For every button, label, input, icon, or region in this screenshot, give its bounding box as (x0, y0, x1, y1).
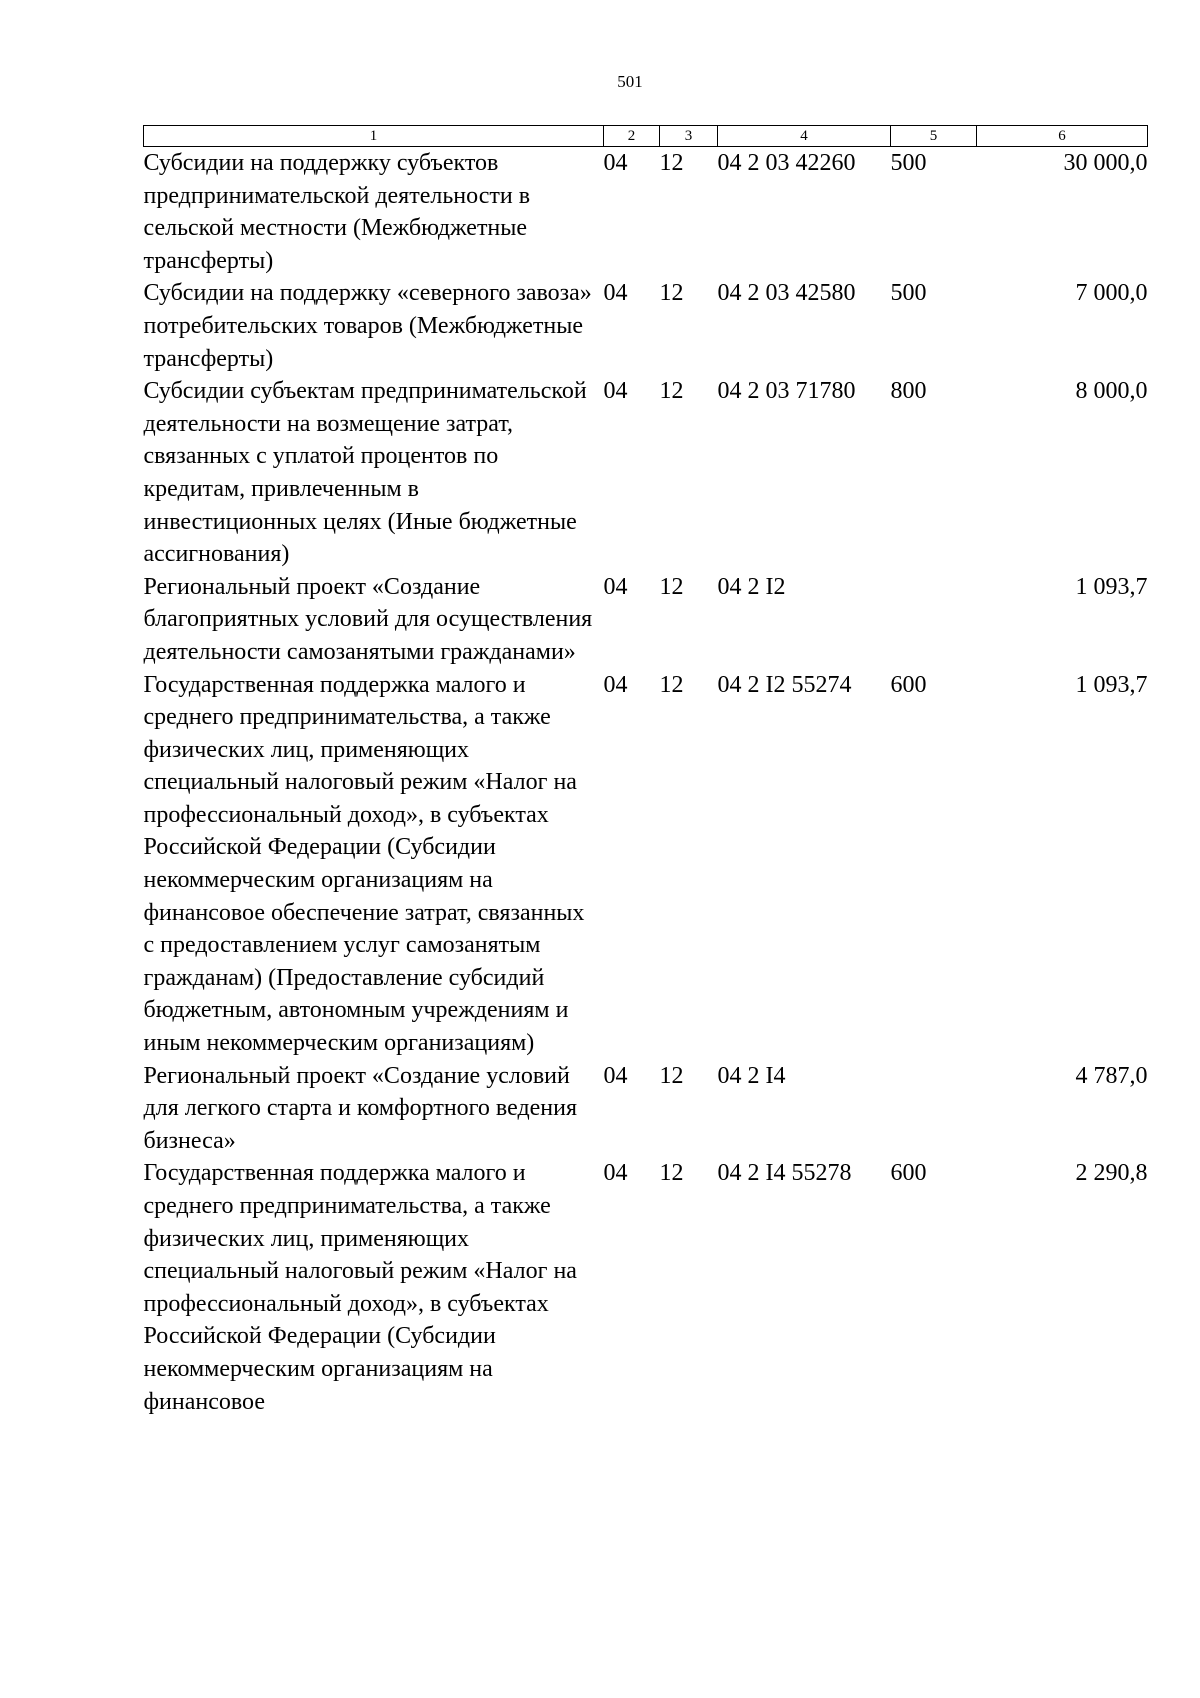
row-target: 04 2 I4 (717, 1062, 786, 1089)
row-expense-type: 600 (890, 671, 927, 698)
row-expense-type: 600 (890, 1160, 927, 1187)
row-amount: 7 000,0 (1075, 280, 1148, 307)
row-name: Региональный проект «Создание условий для легкого старта и комфортного ведения бизнеса» (143, 1062, 578, 1154)
row-amount: 1 093,7 (1075, 573, 1148, 600)
budget-table (143, 125, 1148, 1418)
row-section: 04 (603, 1160, 628, 1187)
table-body (144, 147, 1148, 1419)
row-name: Субсидии на поддержку «северного завоза» потребительских товаров (Межбюджетные трансферты) (143, 280, 592, 372)
row-amount: 2 290,8 (1075, 1160, 1148, 1187)
table-row (144, 277, 1148, 375)
row-subsection: 12 (659, 1160, 684, 1187)
row-target: 04 2 I4 55278 (717, 1160, 852, 1187)
header-col-name: 1 (144, 126, 604, 147)
row-target: 04 2 I2 (717, 573, 786, 600)
header-col-section: 2 (604, 126, 660, 147)
row-amount: 1 093,7 (1075, 671, 1148, 698)
row-name: Субсидии субъектам предпринимательской деятельности на возмещение затрат, связанных с уплатой процентов по кредитам, привлеченным в инвестиционных целях (Иные бюджетные ассигнования) (143, 378, 587, 568)
row-expense-type: 500 (890, 150, 927, 176)
row-target: 04 2 03 71780 (717, 378, 856, 405)
page-number: 501 (617, 72, 643, 91)
table-row (144, 1157, 1148, 1418)
table-row (144, 375, 1148, 571)
header-row (144, 126, 1148, 147)
row-name: Государственная поддержка малого и среднего предпринимательства, а также физических лиц, применяющих специальный налоговый режим «Налог на профессиональный доход», в субъектах Российской Федерации (Субсидии некоммерческим организациям на финансовое обеспечение затрат, связанных с предоставлением услуг самозанятым гражданам) (Предоставление субсидий бюджетным, автономным учреждениям и иным некоммерческим организациям) (143, 671, 585, 1057)
row-name: Региональный проект «Создание благоприятных условий для осуществления деятельности самозанятыми гражданами» (143, 573, 593, 665)
row-section: 04 (603, 150, 628, 176)
table-header (144, 126, 1148, 147)
row-expense-type (891, 571, 977, 669)
row-expense-type: 500 (890, 280, 927, 307)
row-section: 04 (603, 671, 628, 698)
row-amount: 8 000,0 (1075, 378, 1148, 405)
row-target: 04 2 I2 55274 (717, 671, 852, 698)
row-name: Субсидии на поддержку субъектов предпринимательской деятельности в сельской местности (Межбюджетные трансферты) (143, 150, 531, 274)
row-section: 04 (603, 378, 628, 405)
row-section: 04 (603, 573, 628, 600)
row-section: 04 (603, 1062, 628, 1089)
row-subsection: 12 (659, 150, 684, 176)
row-target: 04 2 03 42580 (717, 280, 856, 307)
header-col-target: 4 (718, 126, 891, 147)
header-col-subsection: 3 (660, 126, 718, 147)
table-row (144, 1060, 1148, 1158)
row-name: Государственная поддержка малого и среднего предпринимательства, а также физических лиц, применяющих специальный налоговый режим «Налог на профессиональный доход», в субъектах Российской Федерации (Субсидии некоммерческим организациям на финансовое (143, 1160, 577, 1415)
row-amount: 30 000,0 (1063, 150, 1148, 176)
row-section: 04 (603, 280, 628, 307)
row-subsection: 12 (659, 280, 684, 307)
row-subsection: 12 (659, 378, 684, 405)
table-row (144, 571, 1148, 669)
row-expense-type: 800 (890, 378, 927, 405)
header-col-expense-type: 5 (891, 126, 977, 147)
row-subsection: 12 (659, 671, 684, 698)
table-row (144, 147, 1148, 278)
header-col-amount: 6 (977, 126, 1148, 147)
row-subsection: 12 (659, 573, 684, 600)
row-expense-type (891, 1060, 977, 1158)
table-row (144, 669, 1148, 1060)
row-amount: 4 787,0 (1075, 1062, 1148, 1089)
row-target: 04 2 03 42260 (717, 150, 856, 176)
row-subsection: 12 (659, 1062, 684, 1089)
